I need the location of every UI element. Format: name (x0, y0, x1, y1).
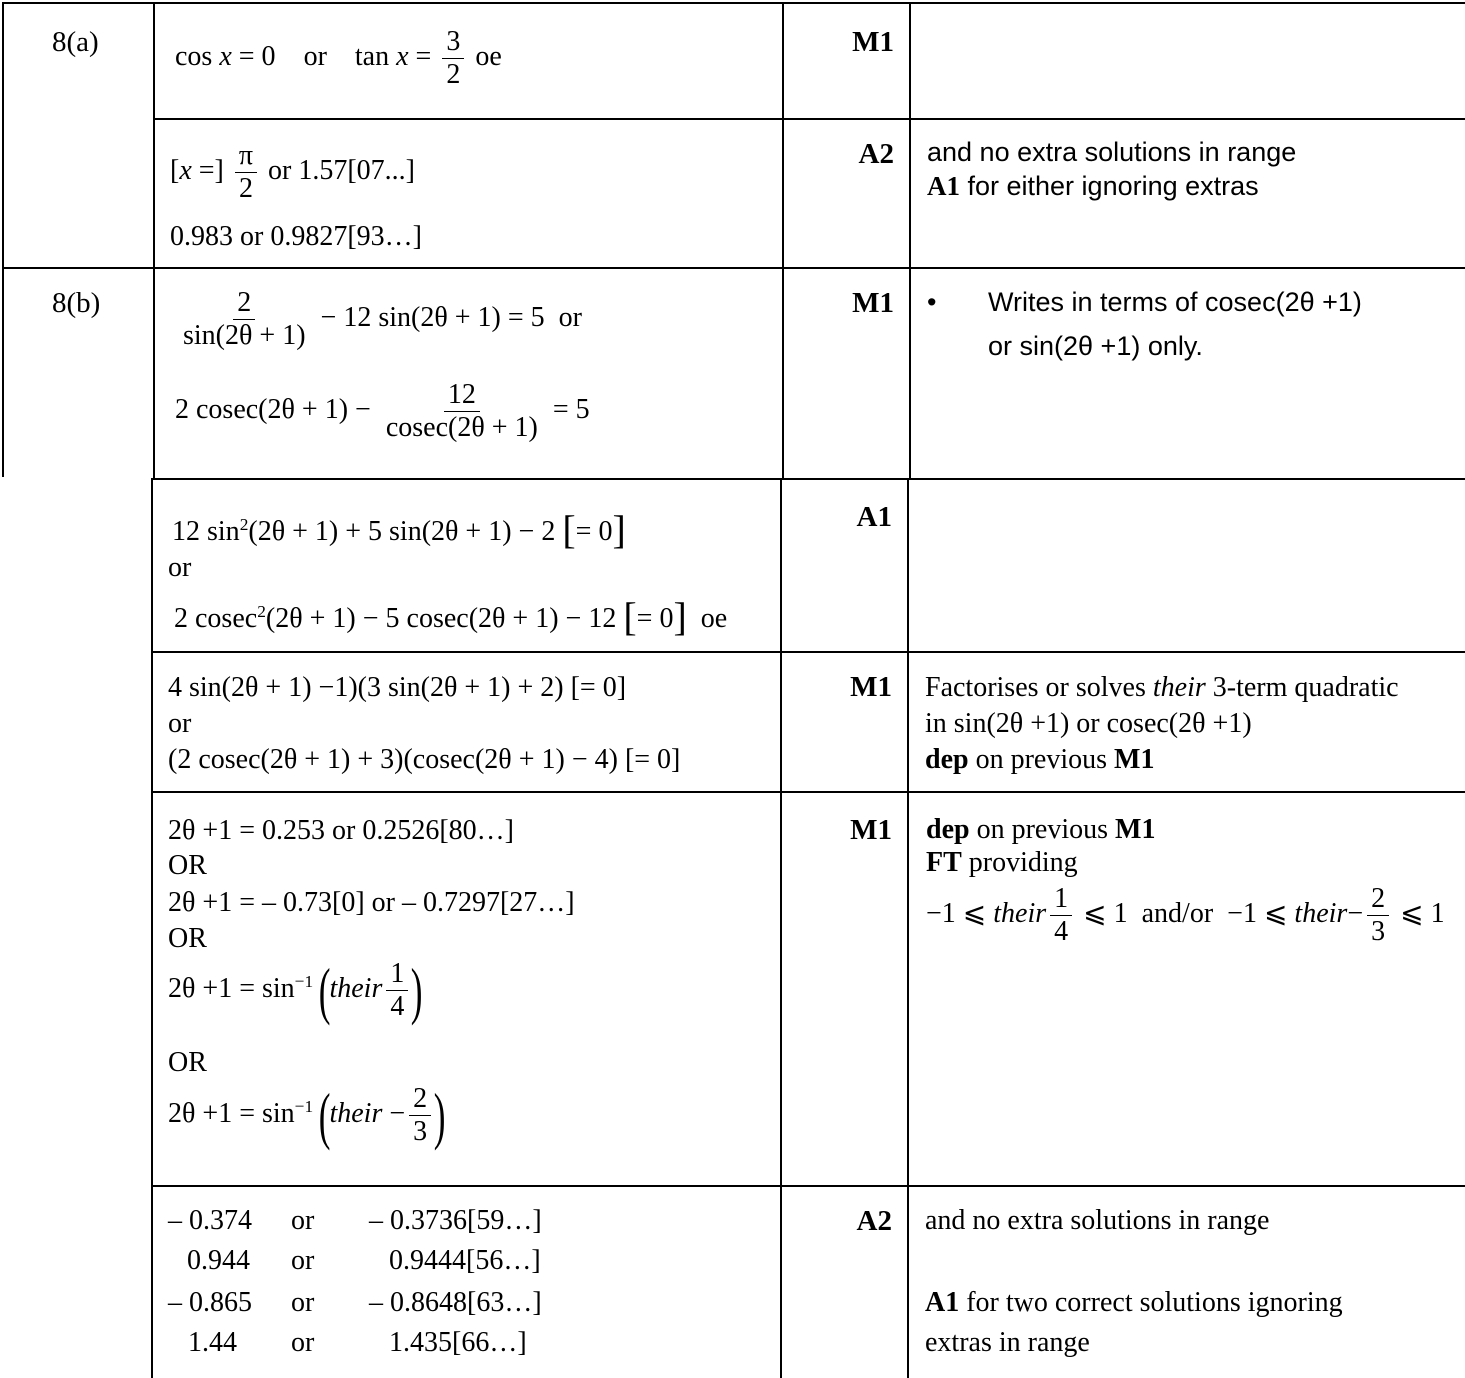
rule-col1 (153, 2, 155, 480)
answer-r3-line2: 2 cosec(2θ + 1) − $\frac{12}{cosec(2\theta + 1)}$ = 5 (175, 379, 590, 444)
mark-r3: M1 (852, 287, 894, 319)
guidance-r6-line3: −1 ⩽ their $\frac{1}{4}$ ⩽ 1 and/or −1 ⩽ their− $\frac{2}{3}$ ⩽ 1 (926, 883, 1445, 948)
answer-r6-line2: 2θ +1 = – 0.73[0] or – 0.7297[27…] (168, 887, 575, 918)
mark-r7: A2 (856, 1205, 892, 1237)
answer-r6-or3: OR (168, 1047, 207, 1078)
rule-8a-bottom (2, 267, 1465, 269)
answer-r6-line3: $2\theta +1 = \sin^{-1}$ (their $\frac{1}{4}$ ) (168, 954, 423, 1026)
ans-eq: = (415, 41, 432, 73)
bullet-icon: • (927, 287, 937, 317)
rule-left (2, 2, 4, 477)
answer-r2-line2: 0.983 or 0.9827[93…] (170, 221, 422, 252)
rule-r1-bottom (153, 118, 1465, 120)
mark-r1: M1 (852, 26, 894, 58)
mark-r5: M1 (850, 671, 892, 703)
fraction-1-over-4: $\frac{1}{4}$ (386, 958, 408, 1023)
mark-r2: A2 (858, 138, 894, 170)
guidance-r6-line1: dep on previous M1 (926, 814, 1156, 845)
ans-or: or (303, 41, 327, 73)
fraction-2-over-3-guidance: $\frac{2}{3}$ (1367, 883, 1389, 948)
fraction-2-over-3: $\frac{2}{3}$ (409, 1083, 431, 1148)
answer-r6-or2: OR (168, 923, 207, 954)
answer-r2-line1: [x =] $\frac{\pi}{2}$ or 1.57[07...] (170, 140, 416, 205)
answer-r7-row3: – 0.865 or – 0.8648[63…] (168, 1287, 542, 1318)
answer-r7-row4: 1.44 or 1.435[66…] (188, 1327, 527, 1358)
rule-col3 (909, 2, 911, 480)
question-number-8b: 8(b) (52, 287, 101, 319)
ans-oe: oe (475, 41, 502, 73)
ans-eq0: = 0 (238, 41, 276, 73)
rule-r5-bottom (151, 791, 1465, 793)
guidance-r3: • Writes in terms of cosec(2θ +1) or sin(2θ +1) only. (927, 287, 1362, 361)
ans-tan: tan (354, 41, 390, 73)
rule-col3-lower (907, 478, 909, 1378)
fraction-pi-over-2: $\frac{\pi}{2}$ (235, 140, 257, 205)
answer-r3-line1: $\frac{2}{\sin(2\theta + 1)}$ − 12 sin(2θ + 1) = 5 or (175, 287, 582, 352)
fraction-1-over-4-guidance: $\frac{1}{4}$ (1050, 883, 1072, 948)
rule-col2-lower (780, 478, 782, 1378)
answer-r5: 4 sin(2θ + 1) −1)(3 sin(2θ + 1) + 2) [= 0] or (2 cosec(2θ + 1) + 3)(cosec(2θ + 1) − 4) [= 0] (168, 672, 681, 775)
answer-r4-line1: 12 $\sin^2(2\theta + 1) + 5$ sin(2θ + 1) − 2 [= 0] (172, 507, 626, 552)
guidance-r2: and no extra solutions in range A1 for either ignoring extras (927, 137, 1297, 201)
answer-r4-line3: 2 cosec$^2$(2θ + 1) − 5 cosec(2θ + 1) − 12 [= 0] oe (174, 594, 728, 639)
guidance-r7-line3: extras in range (925, 1327, 1090, 1358)
guidance-r7-line1: and no extra solutions in range (925, 1205, 1270, 1236)
ans-var-x2: x (396, 41, 409, 73)
rule-col1-lower (151, 478, 153, 1378)
answer-r6-line4: $2\theta +1 = \sin^{-1}$ (their − $\frac{2}{3}$ ) (168, 1079, 446, 1151)
answer-r6-or1: OR (168, 850, 207, 881)
rule-r3-bottom (153, 478, 1465, 480)
answer-r4-or: or (168, 552, 192, 583)
fraction-12-over-cosec: $\frac{12}{cosec(2\theta + 1)}$ (385, 379, 538, 444)
rule-r4-bottom (151, 651, 1465, 653)
mark-r6: M1 (850, 814, 892, 846)
ans-cos: cos (175, 41, 213, 73)
rule-r6-bottom (151, 1185, 1465, 1187)
guidance-r5: Factorises or solves their 3-term quadratic in sin(2θ +1) or cosec(2θ +1) dep on previous M1 (925, 672, 1399, 775)
answer-r2 (170, 140, 415, 205)
answer-r7-row1: – 0.374 or – 0.3736[59…] (168, 1205, 542, 1236)
mark-r4: A1 (856, 501, 892, 533)
fraction-2-over-sin: $\frac{2}{\sin(2\theta + 1)}$ (183, 287, 306, 352)
ans-var-x: x (219, 41, 232, 73)
fraction-3-over-2: $\frac{3}{2}$ (442, 26, 464, 91)
rule-top (2, 2, 1465, 4)
answer-r1 (175, 26, 502, 91)
guidance-r6-line2: FT providing (926, 847, 1078, 878)
answer-r7-row2: 0.944 or 0.9444[56…] (187, 1245, 541, 1276)
guidance-r7-line2: A1 for two correct solutions ignoring (925, 1287, 1343, 1318)
question-number-8a: 8(a) (52, 26, 99, 58)
rule-col2 (782, 2, 784, 480)
answer-r6-line1: 2θ +1 = 0.253 or 0.2526[80…] (168, 815, 514, 846)
